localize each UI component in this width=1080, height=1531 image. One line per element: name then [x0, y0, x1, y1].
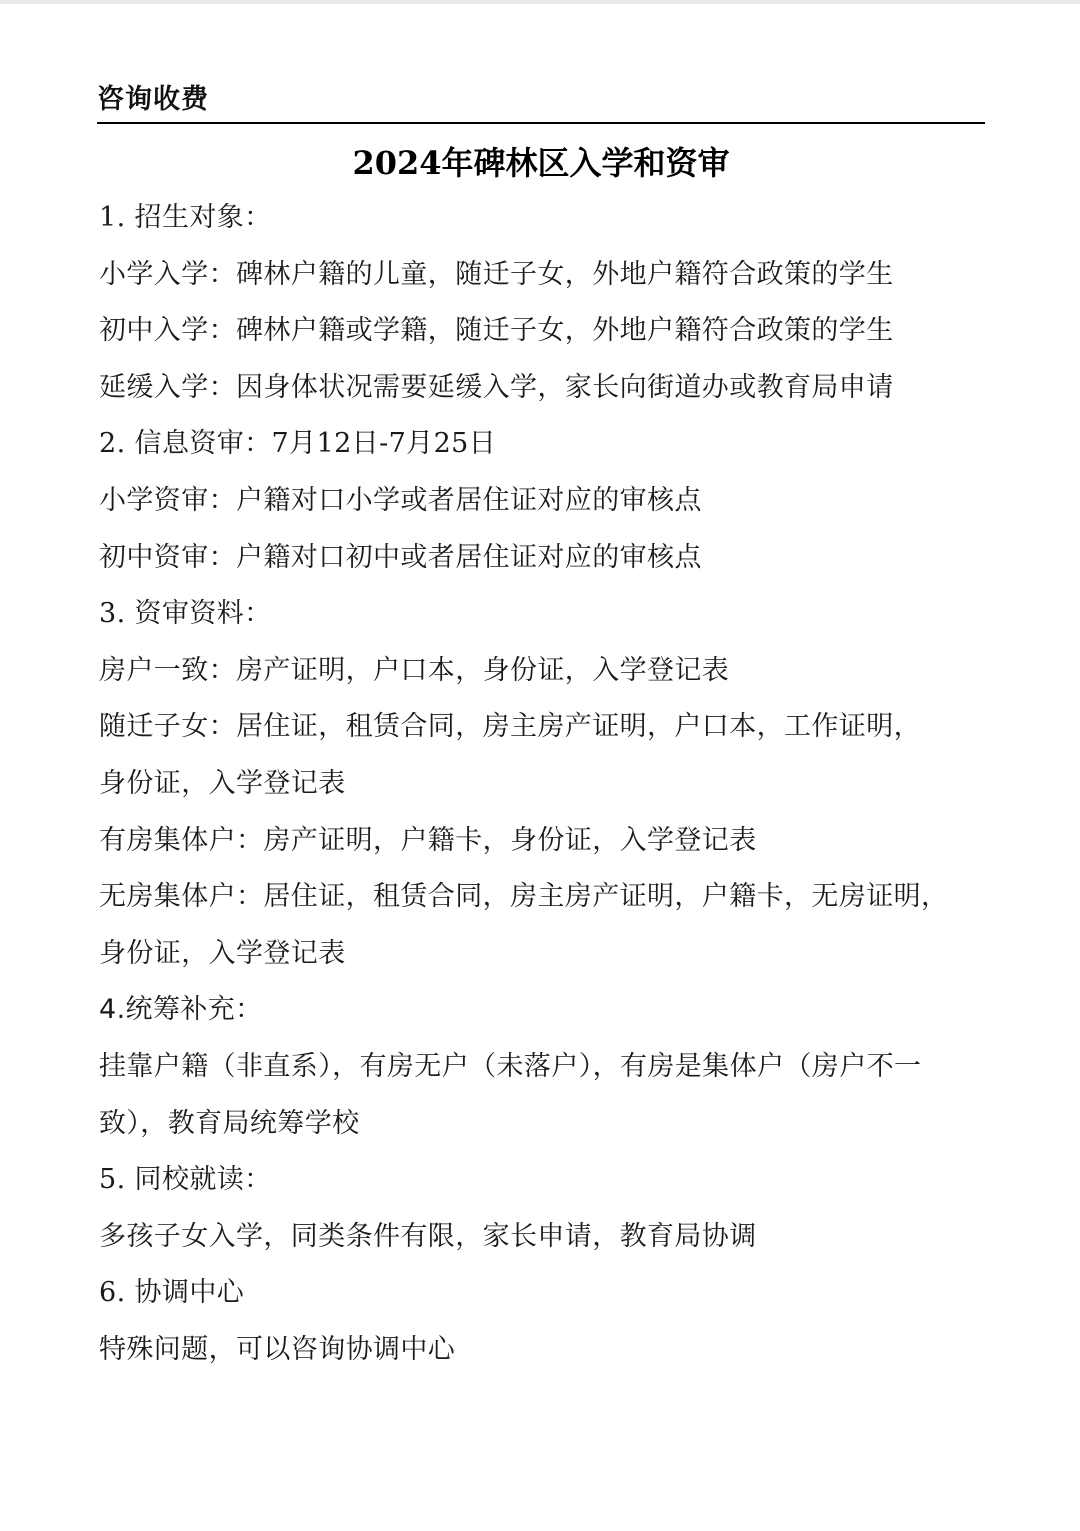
junior-enrollment-line: 初中入学：碑林户籍或学籍，随迁子女，外地户籍符合政策的学生 [99, 315, 894, 347]
section-heading-coordination-center: 6. 协调中心 [99, 1277, 245, 1309]
deferred-enrollment-line: 延缓入学：因身体状况需要延缓入学，家长向街道办或教育局申请 [99, 371, 894, 403]
supplement-continued: 致），教育局统筹学校 [99, 1107, 360, 1139]
supplement-line: 挂靠户籍（非直系），有房无户（未落户），有房是集体户（房户不一 [99, 1050, 922, 1082]
coordination-center-line: 特殊问题，可以咨询协调中心 [99, 1333, 456, 1365]
section-heading-coordination-supplement: 4.统筹补充： [99, 994, 263, 1026]
materials-collective-with-house-line: 有房集体户：房产证明，户籍卡，身份证，入学登记表 [99, 824, 757, 856]
materials-collective-without-house-continued: 身份证，入学登记表 [99, 937, 346, 969]
junior-review-line: 初中资审：户籍对口初中或者居住证对应的审核点 [99, 541, 702, 573]
section-heading-review-materials: 3. 资审资料： [99, 598, 272, 630]
document-header [97, 82, 985, 124]
document-title: 2024年碑林区入学和资审 [352, 144, 730, 182]
primary-review-line: 小学资审：户籍对口小学或者居住证对应的审核点 [99, 484, 702, 516]
materials-collective-without-house-line: 无房集体户：居住证，租赁合同，房主房产证明，户籍卡，无房证明， [99, 881, 949, 913]
materials-migrant-children-continued: 身份证，入学登记表 [99, 767, 346, 799]
document-body [99, 190, 984, 1378]
section-heading-enrollment-targets: 1. 招生对象： [99, 202, 272, 233]
primary-enrollment-line: 小学入学：碑林户籍的儿童，随迁子女，外地户籍符合政策的学生 [99, 258, 894, 290]
same-school-line: 多孩子女入学，同类条件有限，家长申请，教育局协调 [99, 1220, 757, 1252]
top-edge-strip [0, 0, 1080, 4]
header-label: 咨询收费 [97, 84, 209, 115]
section-heading-same-school: 5. 同校就读： [99, 1164, 272, 1196]
materials-house-household-line: 房户一致：房产证明，户口本，身份证，入学登记表 [99, 654, 730, 686]
section-heading-review-dates: 2. 信息资审：7月12日-7月25日 [99, 428, 497, 460]
materials-migrant-children-line: 随迁子女：居住证，租赁合同，房主房产证明，户口本，工作证明， [99, 711, 921, 743]
